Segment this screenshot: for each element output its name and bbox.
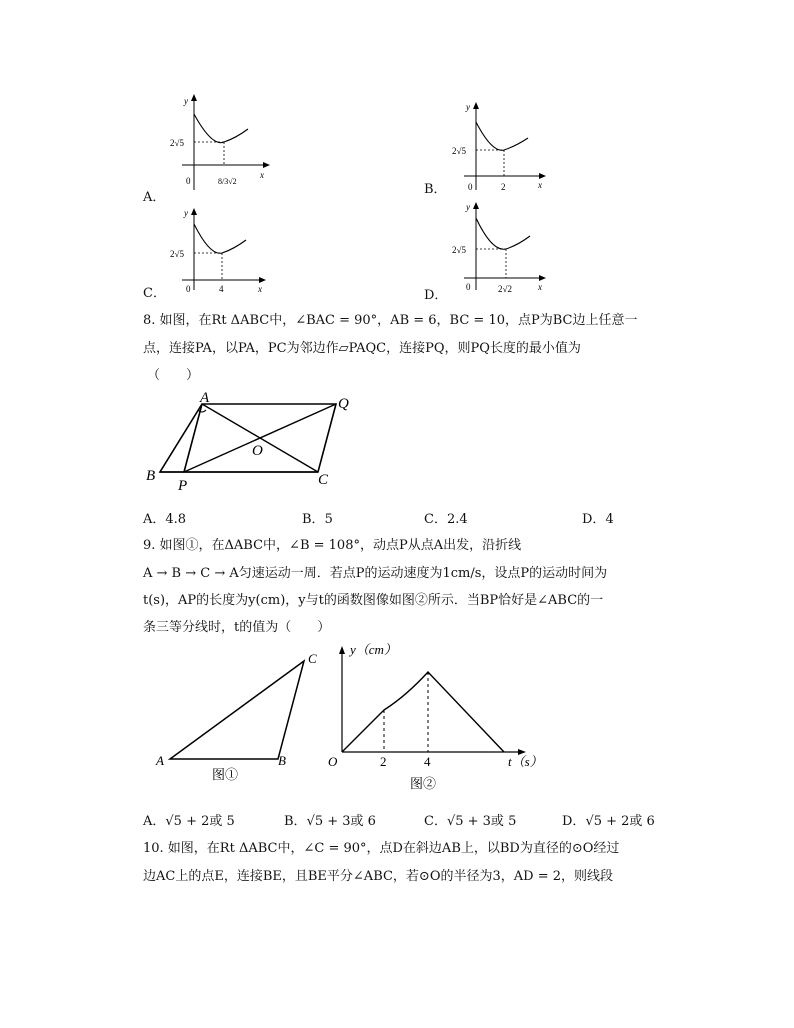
q9-option-d[interactable]: D．√5 + 2或 6 xyxy=(562,814,655,829)
q7-graph-d xyxy=(420,198,560,298)
y-value-label: 2√5 xyxy=(452,245,466,255)
q9-text-line2: A → B → C → A匀速运动一周．若点P的运动速度为1cm/s，设点P的运动时间为 xyxy=(143,566,608,581)
q8-text-line2: 点，连接PA，以PA，PC为邻边作▱PAQC，连接PQ，则PQ长度的最小值为 xyxy=(143,341,581,356)
q8-option-a[interactable]: A．4.8 xyxy=(143,512,187,527)
q9-function-graph xyxy=(322,640,542,795)
origin-label: 0 xyxy=(186,284,191,294)
y-axis-label: y xyxy=(466,102,470,112)
q9-triangle-diagram xyxy=(148,645,328,785)
q7-option-d-letter[interactable]: D． xyxy=(424,288,448,303)
center-o-label: O xyxy=(252,443,263,459)
q9-option-b[interactable]: B．√5 + 3或 6 xyxy=(284,814,376,829)
q7-option-c-letter[interactable]: C． xyxy=(143,286,166,301)
vertex-b-label: B xyxy=(278,753,286,768)
q9-figure-2 xyxy=(322,640,542,795)
figure-2-caption: 图② xyxy=(410,776,437,791)
vertex-b-label: B xyxy=(146,468,156,484)
x-value-label: 8/3√2 xyxy=(218,177,237,186)
origin-label: 0 xyxy=(186,176,191,186)
x-value-label: 2√2 xyxy=(498,284,512,294)
tick-2-label: 2 xyxy=(380,754,387,769)
vertex-a-label: A xyxy=(156,753,164,768)
y-axis-label: y xyxy=(184,96,188,106)
q9-text-line4: 条三等分线时，t的值为（ ） xyxy=(143,620,331,635)
y-axis-label: y（cm） xyxy=(350,642,397,657)
y-value-label: 2√5 xyxy=(452,146,466,156)
vertex-c-label: C xyxy=(308,651,317,666)
vertex-q-label: Q xyxy=(338,396,349,412)
x-axis-label: t（s） xyxy=(508,754,542,769)
q10-text-line2: 边AC上的点E，连接BE，且BE平分∠ABC，若⊙O的半径为3，AD = 2，则线段 xyxy=(143,869,613,884)
y-axis-label: y xyxy=(466,202,470,212)
vertex-c-label: C xyxy=(318,472,329,488)
x-value-label: 4 xyxy=(219,284,224,294)
q9-text-line1: 9. 如图①，在ΔABC中，∠B = 108°，动点P从点A出发，沿折线 xyxy=(143,538,522,553)
q8-figure xyxy=(140,388,370,493)
figure-1-caption: 图① xyxy=(212,767,239,782)
q9-figure-1 xyxy=(148,645,328,785)
q8-option-c[interactable]: C．2.4 xyxy=(424,512,468,527)
origin-label: O xyxy=(328,754,338,769)
x-value-label: 2 xyxy=(501,182,506,192)
q7-option-a-letter[interactable]: A． xyxy=(143,190,166,205)
q7-option-d xyxy=(420,198,560,298)
q10-text-line1: 10. 如图，在Rt ΔABC中，∠C = 90°，点D在斜边AB上，以BD为直径的⊙O经过 xyxy=(143,841,620,856)
q7-option-b-letter[interactable]: B． xyxy=(424,182,447,197)
y-value-label: 2√5 xyxy=(170,138,184,148)
q9-option-c[interactable]: C．√5 + 3或 5 xyxy=(424,814,517,829)
y-value-label: 2√5 xyxy=(170,249,184,259)
x-axis-label: x xyxy=(538,282,542,292)
q8-parallelogram-diagram xyxy=(140,388,370,493)
origin-label: 0 xyxy=(468,182,473,192)
tick-4-label: 4 xyxy=(424,754,431,769)
x-axis-label: x xyxy=(258,284,262,294)
x-axis-label: x xyxy=(260,170,264,180)
vertex-a-label: A xyxy=(200,390,210,406)
q9-text-line3: t(s)，AP的长度为y(cm)，y与t的函数图像如图②所示．当BP恰好是∠ABC的一 xyxy=(143,593,604,608)
q8-option-b[interactable]: B．5 xyxy=(302,512,333,527)
vertex-p-label: P xyxy=(178,478,188,493)
origin-label: 0 xyxy=(466,282,471,292)
q8-answer-blank: （ ） xyxy=(147,368,200,383)
q8-text-line1: 8. 如图，在Rt ΔABC中，∠BAC = 90°，AB = 6，BC = 10，点P为BC边上任意一 xyxy=(143,313,638,328)
x-axis-label: x xyxy=(538,180,542,190)
q9-option-a[interactable]: A．√5 + 2或 5 xyxy=(143,814,235,829)
q8-option-d[interactable]: D．4 xyxy=(582,512,614,527)
y-axis-label: y xyxy=(184,208,188,218)
